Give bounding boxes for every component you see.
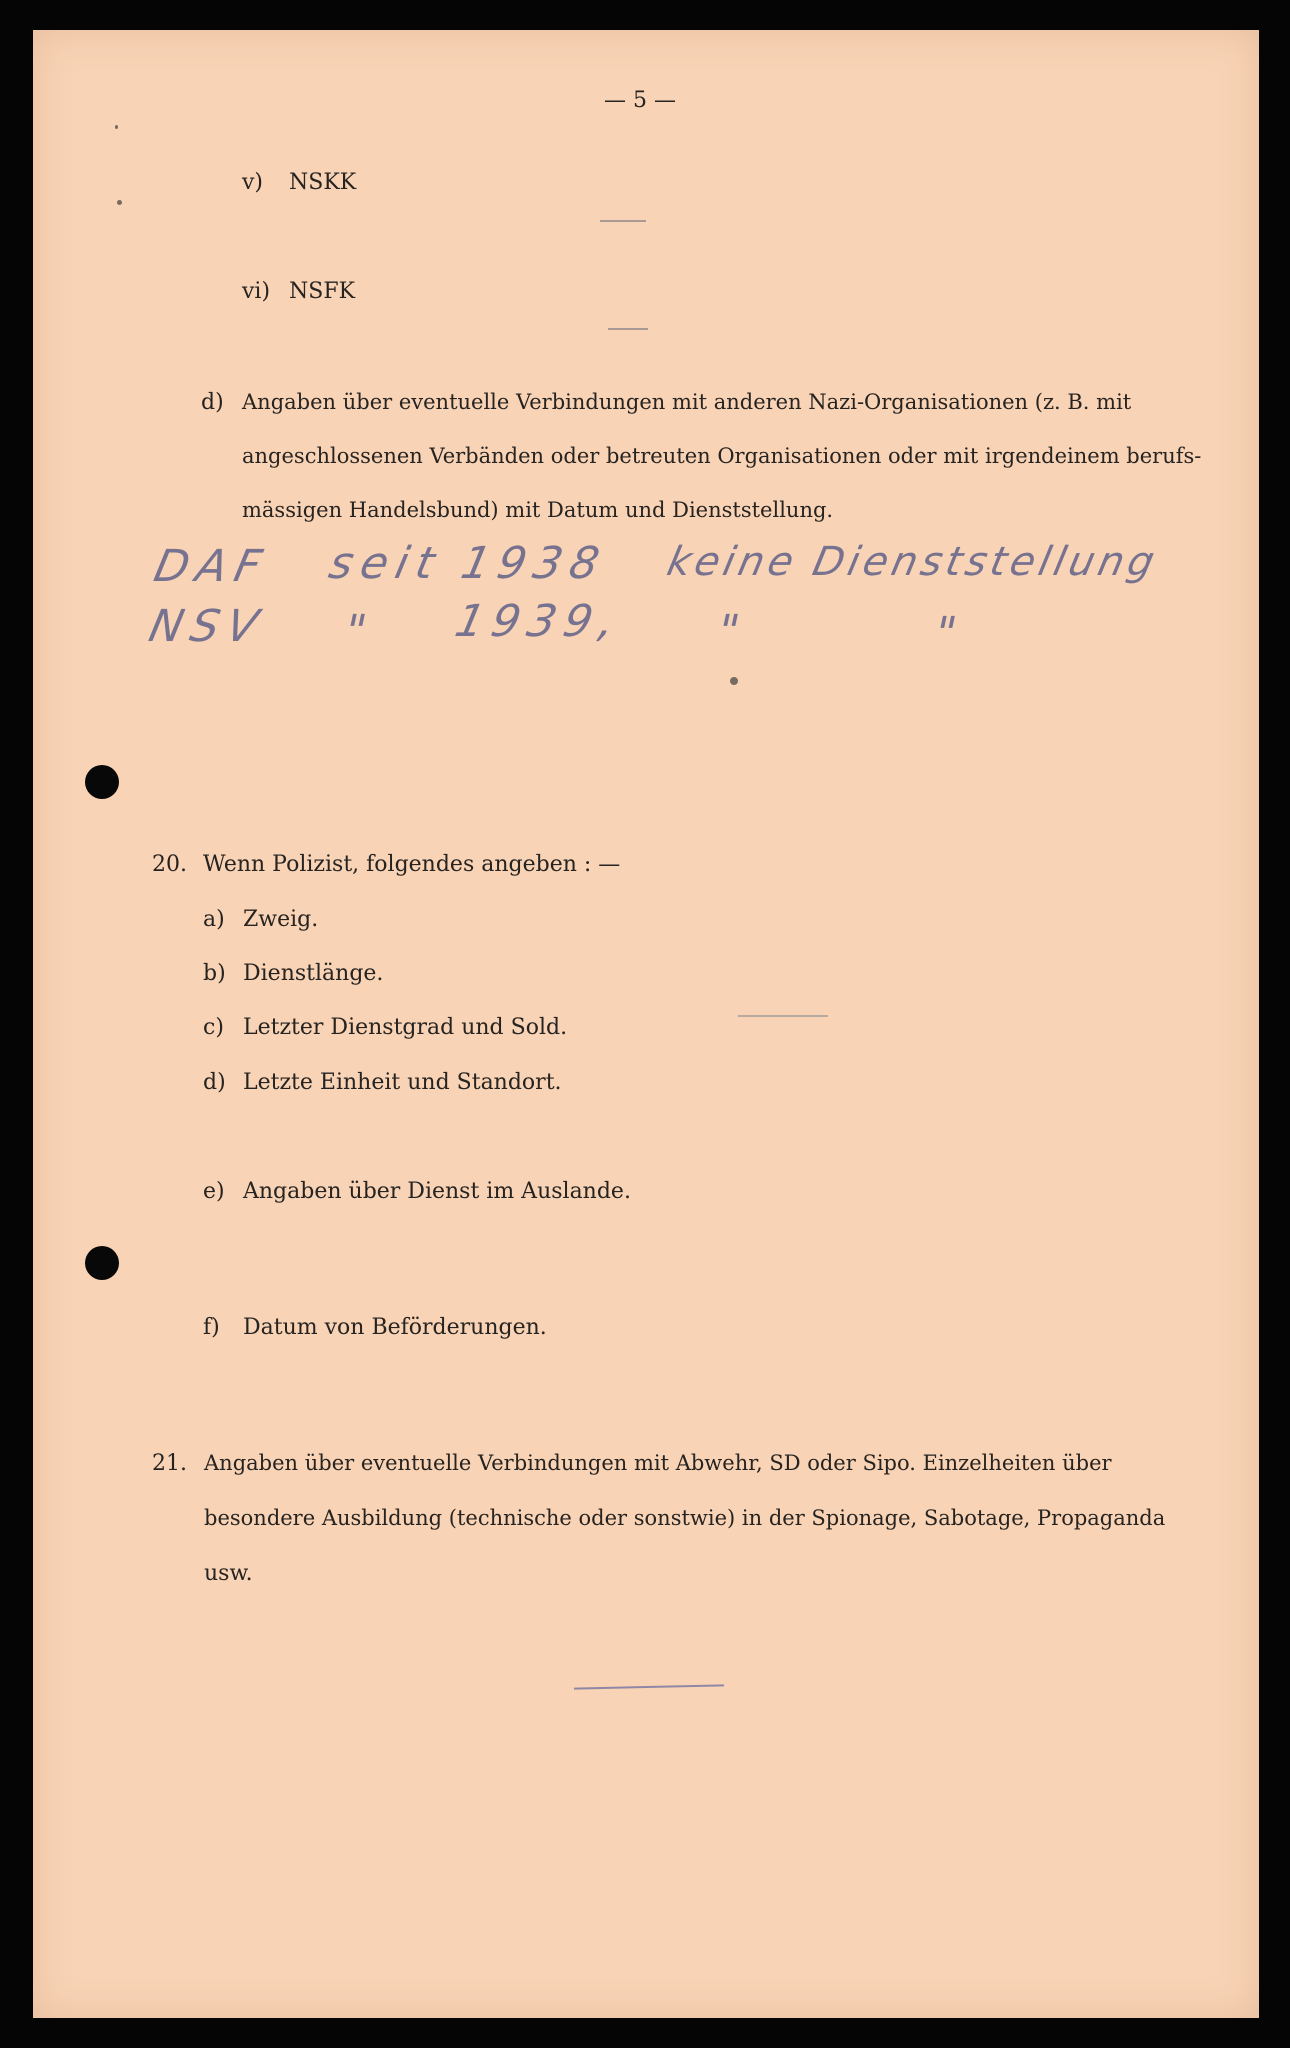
item-d-line1: Angaben über eventuelle Verbindungen mit anderen Nazi-Organisationen (z. B. mit bbox=[242, 390, 1132, 414]
q20-f-text: Datum von Beförderungen. bbox=[243, 1315, 547, 1340]
q21-line1: Angaben über eventuelle Verbindungen mit Abwehr, SD oder Sipo. Einzelheiten über bbox=[204, 1451, 1112, 1475]
paper-speck bbox=[115, 125, 118, 129]
item-vi-marker: vi) bbox=[242, 279, 271, 304]
punch-hole-top bbox=[85, 765, 119, 799]
punch-hole-bottom bbox=[85, 1246, 119, 1280]
q20-c-text: Letzter Dienstgrad und Sold. bbox=[243, 1015, 568, 1040]
handwritten-ditto-status-2: " bbox=[929, 608, 969, 659]
q20-d-marker: d) bbox=[203, 1070, 226, 1095]
handwritten-seit: seit bbox=[324, 538, 448, 589]
q20-e-marker: e) bbox=[203, 1179, 225, 1204]
answer-dash-nsfk bbox=[608, 328, 648, 330]
q20-number: 20. bbox=[152, 852, 187, 877]
q20-f-marker: f) bbox=[203, 1315, 220, 1340]
handwritten-org-daf: DAF bbox=[149, 541, 274, 592]
q20-title: Wenn Polizist, folgendes angeben : — bbox=[203, 852, 621, 877]
paper-speck bbox=[730, 677, 738, 685]
answer-dash-nskk bbox=[600, 220, 646, 222]
q21-number: 21. bbox=[152, 1451, 187, 1476]
answer-dash-dienstgrad bbox=[738, 1015, 828, 1017]
item-vi-text: NSFK bbox=[289, 279, 356, 304]
page-number: — 5 — bbox=[604, 88, 676, 113]
handwritten-year-1938: 1938 bbox=[456, 538, 612, 589]
q20-a-text: Zweig. bbox=[243, 907, 319, 932]
q20-d-text: Letzte Einheit und Standort. bbox=[243, 1070, 562, 1095]
handwritten-ditto-status-1: " bbox=[712, 606, 752, 657]
q21-line2: besondere Ausbildung (technische oder sonstwie) in der Spionage, Sabotage, Propaganda bbox=[204, 1506, 1166, 1530]
item-d-line2: angeschlossenen Verbänden oder betreuten Organisationen oder mit irgendeinem berufs- bbox=[242, 444, 1202, 468]
item-d-line3: mässigen Handelsbund) mit Datum und Dienststellung. bbox=[242, 498, 834, 522]
q20-b-text: Dienstlänge. bbox=[243, 961, 384, 986]
item-v-marker: v) bbox=[242, 170, 264, 195]
paper-speck bbox=[117, 200, 122, 205]
item-d-marker: d) bbox=[201, 390, 224, 415]
handwritten-year-1939: 1939, bbox=[450, 596, 628, 647]
q20-a-marker: a) bbox=[203, 907, 225, 932]
handwritten-org-nsv: NSV bbox=[144, 601, 271, 652]
q21-line3: usw. bbox=[204, 1561, 253, 1586]
handwritten-keine-dienststellung: keine Dienststellung bbox=[663, 539, 1163, 585]
q20-c-marker: c) bbox=[203, 1015, 224, 1040]
q20-b-marker: b) bbox=[203, 961, 226, 986]
handwritten-ditto-seit: " bbox=[339, 606, 379, 657]
q20-e-text: Angaben über Dienst im Auslande. bbox=[243, 1179, 631, 1204]
item-v-text: NSKK bbox=[289, 170, 357, 195]
